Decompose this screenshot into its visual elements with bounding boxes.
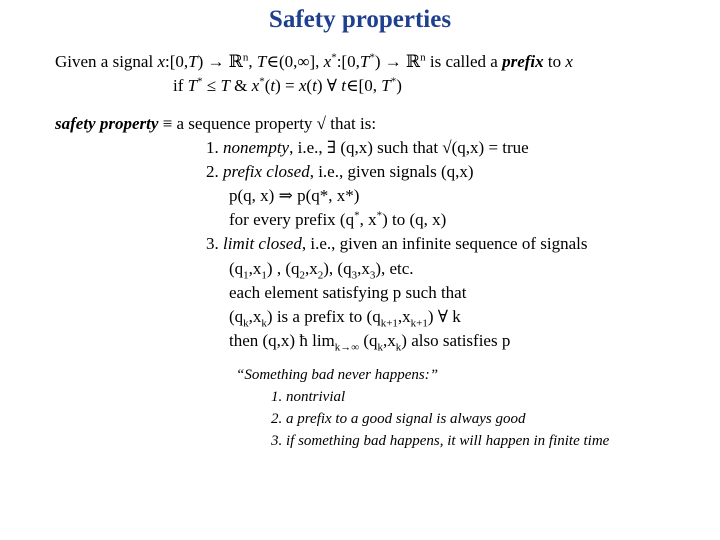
quote-item-2: 2. a prefix to a good signal is always good (271, 411, 526, 427)
quote-item-3: 3. if something bad happens, it will happen in finite time (271, 433, 610, 449)
item-limit-closed: 3. limit closed, i.e., given an infinite sequence of signals (206, 234, 588, 253)
item-nonempty: 1. nonempty, i.e., ∃ (q,x) such that √(q,x) = true (206, 138, 529, 157)
item-prefix-closed: 2. prefix closed, i.e., given signals (q,x) (206, 162, 474, 181)
page-title: Safety properties (268, 6, 452, 33)
item-limit-closed-prefix-chain: $(q_k,x_k)$ is a prefix to $(q_{k+1},x_{k+1})$ ∀ k (229, 307, 461, 330)
quote-heading: “Something bad never happens:” (236, 367, 439, 383)
item-limit-closed-sequence: $(q_1,x_1)$ , $(q_2,x_2)$, $(q_3,x_3)$, etc. (229, 259, 414, 282)
item-limit-closed-each-element: each element satisfying p such that (229, 283, 467, 302)
prefix-definition-line-1: Given a signal x:[0,T) → ℝ$^n$, T∈(0,∞], x*:[0,T*) → ℝ$^n$ is called a prefix to x (55, 51, 573, 71)
safety-property-term: safety property (55, 114, 159, 133)
safety-property-intro: safety property ≡ a sequence property √ that is: (55, 114, 377, 133)
prefix-definition-line-2: if T* ≤ T & x*(t) = x(t) ∀ t∈[0, T*) (173, 75, 402, 95)
item-limit-closed-conclusion: then (q,x) ħ $\lim_{k\to\infty} (q_k,x_k)$ also satisfies p (229, 331, 511, 354)
quote-item-1: 1. nontrivial (271, 389, 346, 405)
item-prefix-closed-every-prefix: for every prefix (q*, x*) to (q, x) (229, 209, 447, 229)
item-prefix-closed-implication: p(q, x) ⇒ p(q*, x*) (229, 186, 360, 205)
prefix-term: prefix (502, 52, 544, 71)
